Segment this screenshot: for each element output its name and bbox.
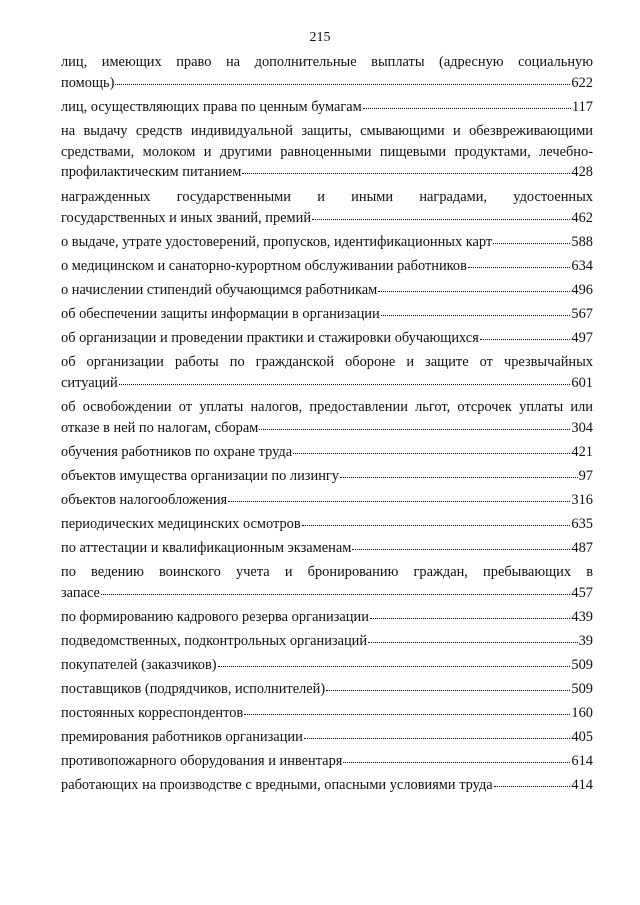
entry-page-number: 588 [571,234,593,250]
index-entry [61,538,593,562]
entry-page-number: 509 [571,681,593,697]
index-entry [61,514,593,538]
index-entry [61,775,593,799]
entry-page-number: 414 [571,777,593,793]
entry-text-line: средствами, молоком и другими равноценными пищевыми продуктами, лечебно- [61,143,593,160]
dot-leader [218,665,571,667]
index-entry [61,187,593,232]
dot-leader [368,641,578,643]
entry-last-line [61,442,593,463]
dot-leader [381,314,571,316]
entry-title: постоянных корреспондентов [61,705,244,721]
entry-title: об организации и проведении практики и стажировки обучающихся [61,330,479,346]
entry-last-line [61,727,593,748]
entry-last-line [61,490,593,511]
entry-title: по аттестации и квалификационным экзаменам [61,540,352,556]
entry-page-number: 614 [571,753,593,769]
index-entry [61,703,593,727]
entry-text-line: об организации работы по гражданской обороне и защите от чрезвычайных [61,354,593,370]
entry-page-number: 439 [571,609,593,625]
entry-text-line: на выдачу средств индивидуальной защиты, смывающими и обезвреживающими [61,123,593,139]
entry-page-number: 316 [571,492,593,508]
dot-leader [370,617,570,619]
entry-page-number: 634 [571,258,593,274]
index-entry [61,97,593,121]
dot-leader [363,107,571,109]
entry-page-number: 462 [571,209,593,226]
entry-text-line: лиц, имеющих право на дополнительные выплаты (адресную социальную [61,54,593,70]
entry-title: противопожарного оборудования и инвентаря [61,753,343,769]
index-entry [61,328,593,352]
index-entry [61,280,593,304]
entry-last-line [61,703,593,724]
dot-leader [468,266,570,268]
entry-last-line [61,607,593,628]
entry-title: помощь) [61,74,115,91]
entry-last-line [61,631,593,652]
dot-leader [244,713,570,715]
dot-leader [378,290,570,292]
entry-text-line: об освобождении от уплаты налогов, предоставлении льгот, отсрочек уплаты или [61,399,593,415]
entry-title: поставщиков (подрядчиков, исполнителей) [61,681,326,697]
entry-title: по формированию кадрового резерва организации [61,609,369,625]
dot-leader [115,83,570,85]
index-entry [61,121,593,187]
entry-last-line [61,280,593,301]
entry-title: объектов налогообложения [61,492,228,508]
index-entry [61,655,593,679]
index-entry [61,751,593,775]
index-entry [61,397,593,442]
dot-leader [312,218,570,220]
entry-page-number: 601 [571,374,593,391]
page-number: 215 [309,30,331,45]
entry-title: премирования работников организации [61,729,303,745]
entry-text-line: по ведению воинского учета и бронированию граждан, пребывающих в [61,564,593,580]
entry-page-number: 421 [571,444,593,460]
entry-page-number: 635 [571,516,593,532]
entry-title: запасе [61,584,100,601]
entry-last-line [61,328,593,349]
dot-leader [340,476,578,478]
entry-page-number: 39 [578,633,593,649]
entry-title: лиц, осуществляющих права по ценным бумагам [61,99,362,115]
dot-leader [494,785,571,787]
entry-last-line [61,97,593,118]
entry-last-line [61,373,593,394]
entry-page-number: 497 [571,330,593,346]
index-entry [61,679,593,703]
entry-last-line [61,162,593,183]
entry-page-number: 457 [571,584,593,601]
entry-title: периодических медицинских осмотров [61,516,301,532]
entry-last-line [61,775,593,796]
entry-last-line [61,304,593,325]
index-entry [61,562,593,607]
entry-page-number: 160 [571,705,593,721]
entry-title: подведомственных, подконтрольных организаций [61,633,368,649]
entry-last-line [61,466,593,487]
index-entry [61,727,593,751]
entry-last-line [61,679,593,700]
entry-page-number: 117 [571,99,593,115]
index-list [61,52,593,799]
entry-page-number: 496 [571,282,593,298]
index-entry [61,232,593,256]
dot-leader [493,242,570,244]
entry-page-number: 487 [571,540,593,556]
entry-last-line [61,751,593,772]
dot-leader [101,593,570,595]
entry-page-number: 622 [571,74,593,91]
dot-leader [228,500,570,502]
entry-title: о выдаче, утрате удостоверений, пропусков, идентификационных карт [61,234,493,250]
dot-leader [343,761,570,763]
dot-leader [326,689,570,691]
index-entry [61,442,593,466]
index-entry [61,304,593,328]
entry-last-line [61,73,593,94]
entry-text-line: награжденных государственными и иными наградами, удостоенных [61,189,593,205]
dot-leader [480,338,571,340]
entry-title: обучения работников по охране труда [61,444,293,460]
entry-title: объектов имущества организации по лизингу [61,468,339,484]
entry-title: о медицинском и санаторно-курортном обслуживании работников [61,258,467,274]
entry-last-line [61,256,593,277]
entry-title: покупателей (заказчиков) [61,657,217,673]
entry-page-number: 405 [571,729,593,745]
dot-leader [119,383,571,385]
entry-page-number: 97 [578,468,593,484]
entry-page-number: 567 [571,306,593,322]
entry-title: работающих на производстве с вредными, опасными условиями труда [61,777,493,793]
entry-title: отказе в ней по налогам, сборам [61,419,259,436]
dot-leader [304,737,571,739]
dot-leader [352,548,570,550]
entry-page-number: 509 [571,657,593,673]
index-entry [61,607,593,631]
index-entry [61,466,593,490]
entry-title: о начислении стипендий обучающимся работникам [61,282,378,298]
dot-leader [242,172,570,174]
entry-page-number: 304 [571,419,593,436]
dot-leader [259,428,570,430]
dot-leader [293,452,570,454]
index-entry [61,490,593,514]
entry-page-number: 428 [571,164,593,180]
index-entry [61,256,593,280]
entry-last-line [61,514,593,535]
entry-last-line [61,538,593,559]
entry-title: государственных и иных званий, премий [61,209,312,226]
entry-last-line [61,232,593,253]
index-entry [61,631,593,655]
dot-leader [302,524,571,526]
entry-last-line [61,583,593,604]
entry-last-line [61,655,593,676]
entry-last-line [61,208,593,229]
entry-last-line [61,418,593,439]
index-entry [61,52,593,97]
entry-title: ситуаций [61,374,118,391]
entry-title: об обеспечении защиты информации в организации [61,306,380,322]
index-entry [61,352,593,397]
entry-title: профилактическим питанием [61,164,242,180]
